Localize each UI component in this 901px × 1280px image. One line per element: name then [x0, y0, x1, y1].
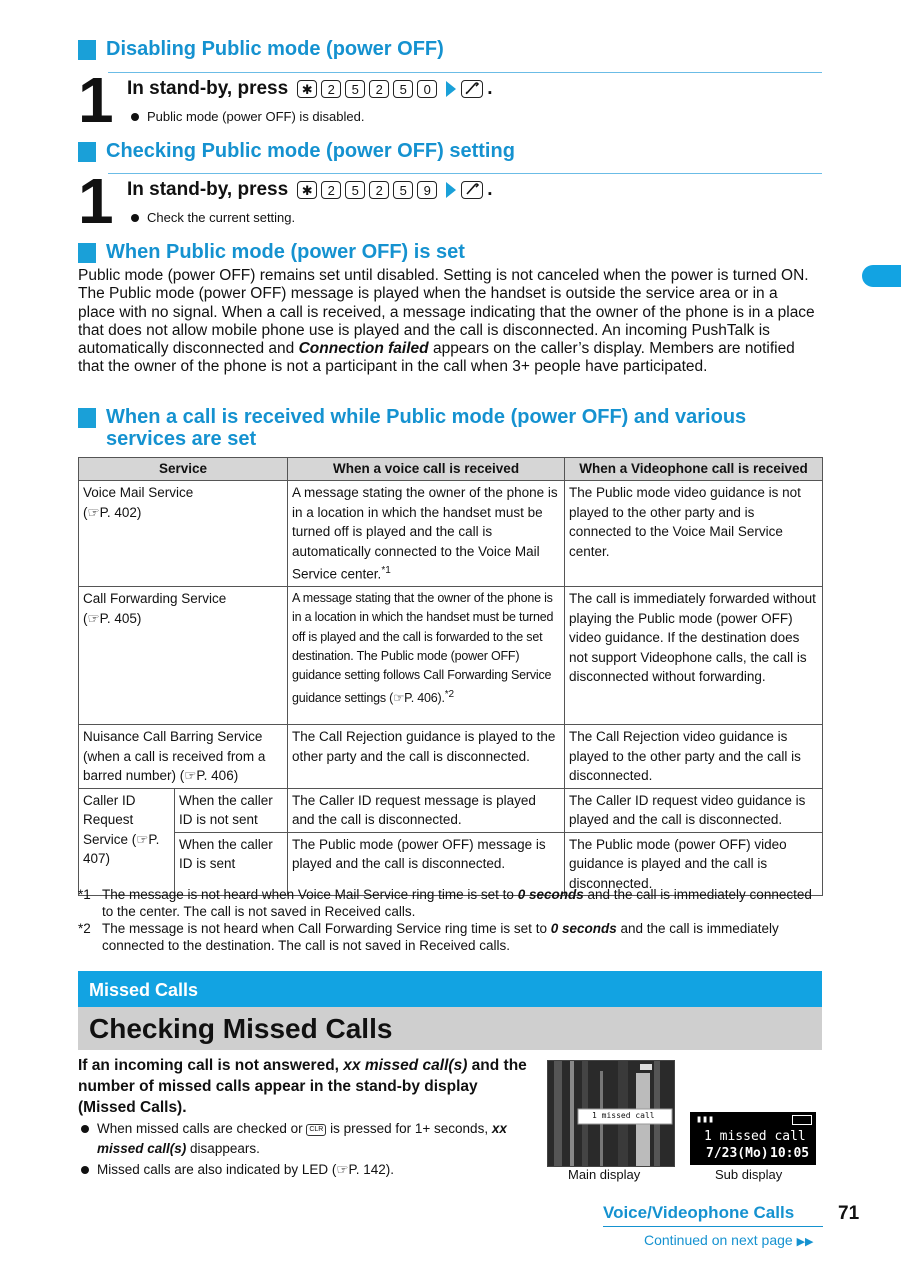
- key-5: 5: [393, 181, 413, 199]
- missed-lead: [78, 1055, 533, 1118]
- ref-hand-icon: ☞: [87, 504, 100, 520]
- section-heading: When Public mode (power OFF) is set: [106, 241, 465, 263]
- section-heading: [106, 406, 746, 450]
- main-popup-text: 1 missed call: [592, 1111, 655, 1120]
- bullet-text: [97, 1160, 394, 1180]
- footnote-mark: *1: [78, 887, 91, 902]
- voice-text: A message stating the owner of the phone is in a location in which the handset must be turned off is played and the call is automatically connected to the Voice Mail Service center.: [292, 485, 558, 582]
- step-text: In stand-by, press: [127, 78, 289, 99]
- signal-icon: ▮▮▮: [696, 1114, 715, 1125]
- footnote-text: [102, 920, 818, 954]
- cell-service: Voice Mail Service (☞P. 402): [79, 481, 288, 587]
- footnote-1: [78, 886, 822, 920]
- sub-missed-text: 1 missed call: [704, 1129, 806, 1144]
- cell-voice: The Caller ID request message is played and the call is disconnected.: [288, 788, 565, 832]
- body-text: Public mode (power OFF) remains set until disabled. Setting is not canceled when the power is turned ON. The Public mode (power OFF) message is played when the handset is outside the service area or in a place with no signal. When a call is received, a message indicating that the owner of the phone is in a place that does not allow mobile phone use is played and the call is disconnected. An incoming PushTalk is automatically disconnected and: [78, 267, 815, 358]
- bullet-icon: [131, 214, 139, 222]
- col-header-video: When a Videophone call is received: [565, 458, 823, 481]
- key-2: 2: [369, 80, 389, 98]
- ref-hand-icon: ☞: [336, 1162, 349, 1177]
- call-key-icon: [461, 80, 483, 98]
- step-number: 1: [78, 64, 112, 136]
- main-display-caption: Main display: [568, 1167, 641, 1182]
- battery-icon: [792, 1115, 812, 1125]
- page-number: 71: [838, 1203, 860, 1224]
- heading-rule: [108, 72, 822, 73]
- footnote-emphasis: 0 seconds: [517, 887, 584, 902]
- sub-display-caption: Sub display: [715, 1167, 783, 1182]
- table-row: [79, 725, 823, 789]
- step-note: [131, 210, 295, 225]
- main-display-image: [547, 1060, 675, 1167]
- section-marker-icon: [78, 243, 96, 263]
- services-table: [78, 457, 823, 896]
- double-arrow-icon: ▶▶: [796, 1236, 814, 1248]
- key-0: 0: [417, 80, 437, 98]
- footnote-text-part: and the call is immediately connected to the destination. The call is not saved in Received calls.: [102, 921, 779, 953]
- key-sequence: [297, 80, 441, 98]
- section-heading: Checking Public mode (power OFF) setting: [106, 140, 515, 162]
- footnote-mark: *2: [78, 921, 91, 936]
- footnote-text-part: The message is not heard when Call Forwarding Service ring time is set to: [102, 921, 551, 936]
- table-row: [79, 587, 823, 725]
- cell-video: The call is immediately forwarded without playing the Public mode (power OFF) video guidance. If the destination does not support Videophone calls, the call is disconnected without forwarding.: [565, 587, 823, 725]
- footnote-text-part: The message is not heard when Voice Mail Service ring time is set to: [102, 887, 518, 902]
- col-header-voice: When a voice call is received: [288, 458, 565, 481]
- cell-video: The Public mode (power OFF) video guidance is played and the call is disconnected.: [565, 832, 823, 896]
- cell-voice: The Call Rejection guidance is played to the other party and the call is disconnected.: [288, 725, 565, 789]
- key-2: 2: [321, 181, 341, 199]
- page-title: Checking Missed Calls: [78, 1007, 822, 1050]
- ref-hand-icon: ☞: [393, 691, 405, 706]
- page-ref: P. 142).: [348, 1162, 395, 1177]
- col-header-service: Service: [79, 458, 288, 481]
- when-set-body: [78, 267, 818, 377]
- ref-hand-icon: ☞: [136, 831, 149, 847]
- ref-hand-icon: ☞: [184, 768, 197, 783]
- table-row: [79, 481, 823, 587]
- heading-line: services are set: [106, 428, 257, 450]
- lead-text: and the number of missed calls appear in the stand-by display (Missed Calls).: [78, 1057, 527, 1116]
- bullet-icon: [81, 1125, 89, 1133]
- sub-time: 10:05: [770, 1146, 810, 1161]
- chapter-side-tab: [862, 265, 901, 287]
- cell-video: The Caller ID request video guidance is played and the call is disconnected.: [565, 788, 823, 832]
- bullet-emphasis: xx missed call(s): [97, 1121, 507, 1156]
- voice-text: A message stating that the owner of the phone is in a location in which the handset must be turned off is played and the call is forwarded to the set destination. The Public mode (power OFF) guidance setting follows Call Forwarding Service guidance settings (: [292, 591, 554, 706]
- note-text: Check the current setting.: [147, 210, 296, 225]
- cell-voice: [288, 481, 565, 587]
- footnote-ref: *1: [381, 565, 391, 576]
- page-ref: P. 402: [99, 504, 137, 520]
- key-sequence: [297, 181, 441, 199]
- cell-condition: When the caller ID is not sent: [175, 788, 288, 832]
- bullet-text-part: disappears.: [186, 1141, 260, 1156]
- service-name: Nuisance Call Barring Service (when a call is received from a barred number) (: [83, 729, 266, 783]
- page-ref: P. 406).: [404, 691, 445, 706]
- footnote-text: [102, 886, 818, 920]
- section-when-set: [78, 241, 465, 263]
- note-text: Public mode (power OFF) is disabled.: [147, 109, 365, 124]
- cell-service: [79, 725, 288, 789]
- section-services: [78, 406, 746, 450]
- bullet-text-part: When missed calls are checked or: [97, 1121, 307, 1136]
- table-row: [79, 788, 823, 832]
- step-instruction: In stand-by, press ✱ 2 5 2 5 0 .: [127, 78, 493, 99]
- continued-text: Continued on next page: [644, 1232, 793, 1248]
- sub-display-image: [690, 1112, 816, 1165]
- footnote-ref: *2: [444, 689, 454, 701]
- cell-voice: The Public mode (power OFF) message is played and the call is disconnected.: [288, 832, 565, 896]
- heading-rule: [108, 173, 822, 174]
- sub-date: 7/23(Mo): [706, 1146, 769, 1161]
- section-checking: [78, 140, 515, 162]
- ref-hand-icon: ☞: [87, 610, 100, 626]
- lead-emphasis: xx missed call(s): [343, 1057, 468, 1074]
- step-number: 1: [78, 165, 112, 237]
- footnote-2: [78, 920, 822, 954]
- bullet-text-part: is pressed for 1+ seconds,: [326, 1121, 492, 1136]
- cell-voice: [288, 587, 565, 725]
- section-marker-icon: [78, 408, 96, 428]
- footer-rule: [603, 1226, 823, 1227]
- footnote-text-part: and the call is immediately connected to the center. The call is not saved in Received calls.: [102, 887, 812, 919]
- footer-chapter-title: Voice/Videophone Calls: [603, 1203, 795, 1222]
- key-9: 9: [417, 181, 437, 199]
- page-ref: P. 405: [99, 610, 137, 626]
- page-ref: P. 406): [196, 768, 239, 783]
- missed-bullet-2: [81, 1160, 533, 1180]
- cell-condition: When the caller ID is sent: [175, 832, 288, 896]
- cell-video: The Call Rejection video guidance is played to the other party and the call is disconnected.: [565, 725, 823, 789]
- bullet-icon: [81, 1166, 89, 1174]
- body-text: appears on the caller’s display. Members are notified that the owner of the phone is not a participant in the call when 3+ people have participated.: [78, 340, 795, 376]
- key-star: ✱: [297, 80, 317, 98]
- section-disabling: [78, 38, 444, 60]
- heading-line: When a call is received while Public mode (power OFF) and various: [106, 406, 747, 428]
- call-key-icon: [461, 181, 483, 199]
- key-2: 2: [369, 181, 389, 199]
- cell-service: Call Forwarding Service (☞P. 405): [79, 587, 288, 725]
- step-text: In stand-by, press: [127, 179, 289, 200]
- category-bar: Missed Calls: [78, 971, 822, 1007]
- arrow-right-icon: [446, 81, 456, 97]
- body-emphasis: Connection failed: [298, 340, 429, 358]
- service-name: Caller ID Request Service (: [83, 792, 137, 847]
- key-5: 5: [393, 80, 413, 98]
- bullet-text-part: Missed calls are also indicated by LED (: [97, 1162, 337, 1177]
- key-2: 2: [321, 80, 341, 98]
- page-ref: P. 407): [83, 831, 160, 866]
- service-name: Voice Mail Service: [83, 485, 194, 500]
- service-name: Call Forwarding Service: [83, 591, 227, 606]
- arrow-right-icon: [446, 182, 456, 198]
- section-marker-icon: [78, 40, 96, 60]
- cell-video: The Public mode video guidance is not played to the other party and is connected to the Voice Mail Service center.: [565, 481, 823, 587]
- step-instruction: In stand-by, press ✱ 2 5 2 5 9 .: [127, 179, 493, 200]
- bullet-icon: [131, 113, 139, 121]
- section-marker-icon: [78, 142, 96, 162]
- table-header-row: [79, 458, 823, 481]
- missed-bullet-1: [81, 1119, 533, 1159]
- step-note: [131, 109, 364, 124]
- cell-service: [79, 788, 175, 896]
- lead-text: If an incoming call is not answered,: [78, 1057, 344, 1074]
- section-heading: Disabling Public mode (power OFF): [106, 38, 444, 60]
- bullet-text: [97, 1119, 533, 1159]
- key-5: 5: [345, 181, 365, 199]
- key-star: ✱: [297, 181, 317, 199]
- continued-note: [644, 1232, 814, 1248]
- footnote-emphasis: 0 seconds: [550, 921, 617, 936]
- clr-key-icon: CLR: [306, 1124, 326, 1136]
- key-5: 5: [345, 80, 365, 98]
